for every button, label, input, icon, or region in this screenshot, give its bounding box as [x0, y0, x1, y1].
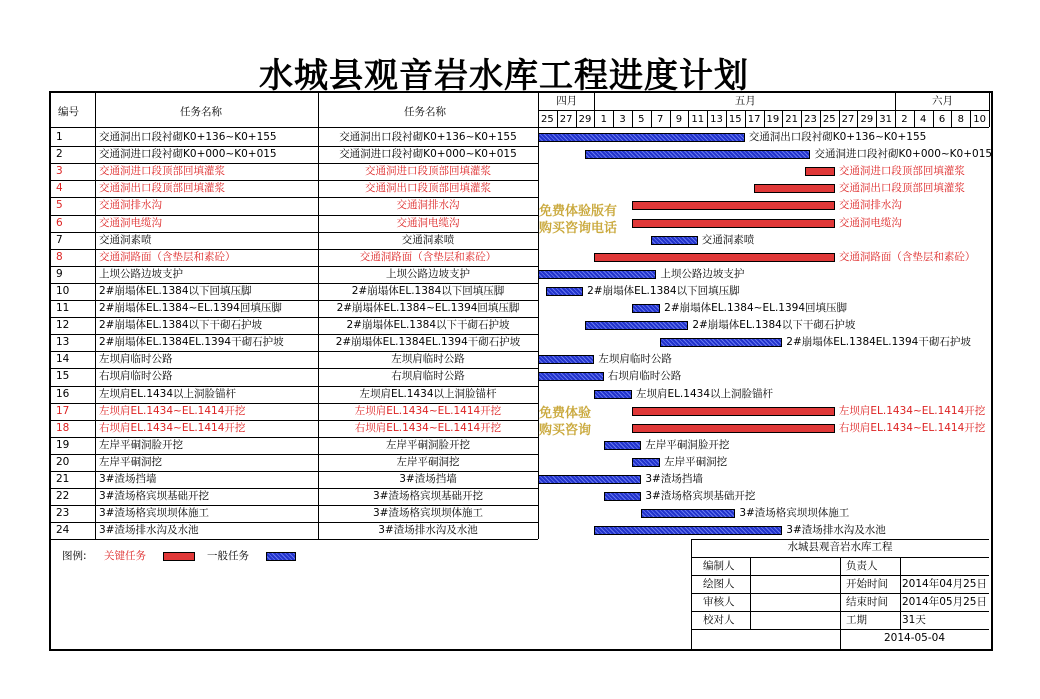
page-title: 水城县观音岩水库工程进度计划 [259, 56, 749, 96]
task-name-centered: 交通洞进口段衬砌K0+000~K0+015 [339, 148, 517, 161]
task-bar[interactable] [538, 475, 641, 484]
month-label: 六月 [932, 95, 954, 107]
info-cell-label: 绘图人 [703, 578, 735, 590]
day-label: 15 [728, 114, 742, 125]
day-label: 23 [804, 114, 817, 125]
task-bar[interactable] [538, 133, 745, 142]
task-bar-label: 左坝肩EL.1434~EL.1414开挖 [838, 404, 986, 417]
task-no: 5 [56, 199, 63, 212]
task-name-centered: 3#渣场排水沟及水池 [378, 524, 478, 537]
task-name-centered: 交通洞路面（含垫层和素砼） [359, 250, 497, 263]
task-bar-label: 交通洞出口段衬砌K0+136~K0+155 [748, 131, 927, 143]
day-label: 13 [710, 114, 723, 125]
task-name-centered: 3#渣场格宾坝基础开挖 [373, 490, 483, 503]
task-name: 右坝肩EL.1434~EL.1414开挖 [99, 421, 246, 434]
task-name: 交通洞进口段顶部回填灌浆 [99, 165, 225, 178]
task-name: 交通洞电缆沟 [99, 216, 162, 229]
task-no: 15 [56, 370, 70, 383]
task-bar-label: 右坝肩EL.1434~EL.1414开挖 [838, 421, 986, 434]
task-bar-label: 交通洞进口段衬砌K0+000~K0+015 [814, 148, 993, 161]
header-task-name-1: 任务名称 [180, 106, 222, 118]
task-no: 19 [56, 438, 70, 451]
task-no: 12 [56, 319, 70, 332]
day-label: 21 [785, 114, 799, 125]
task-no: 20 [56, 455, 70, 468]
task-name-centered: 交通洞排水沟 [396, 199, 460, 212]
task-name-centered: 交通洞出口段衬砌K0+136~K0+155 [339, 131, 517, 143]
info-cell-label: 工期 [846, 614, 867, 626]
task-no: 1 [56, 131, 63, 143]
watermark: 免费体验 [539, 406, 592, 421]
task-bar[interactable] [585, 150, 811, 159]
legend-critical-label: 关键任务 [104, 550, 146, 562]
task-name-centered: 左坝肩EL.1434以上洞脸锚杆 [359, 387, 497, 400]
task-name: 交通洞进口段衬砌K0+000~K0+015 [99, 148, 277, 161]
day-label: 9 [675, 114, 683, 125]
task-bar-label: 2#崩塌体EL.1384EL.1394干砌石护坡 [786, 336, 971, 349]
month-divider [895, 93, 896, 110]
task-bar[interactable] [641, 509, 735, 518]
task-bar-label: 右坝肩临时公路 [607, 370, 682, 383]
task-bar[interactable] [632, 424, 835, 433]
header-col-divider [538, 93, 539, 539]
task-name: 上坝公路边坡支护 [99, 267, 183, 280]
task-bar-label: 3#渣场挡墙 [645, 473, 703, 485]
info-cell-value: 31天 [902, 614, 926, 626]
task-name-centered: 交通洞电缆沟 [396, 216, 460, 229]
task-no: 24 [56, 524, 70, 537]
task-name: 3#渣场格宾坝坝体施工 [99, 507, 209, 520]
task-bar-label: 左坝肩EL.1434以上洞脸锚杆 [635, 387, 773, 400]
task-bar[interactable] [585, 321, 688, 330]
task-bar-label: 交通洞素喷 [701, 233, 755, 246]
task-name: 左坝肩临时公路 [99, 353, 173, 366]
task-no: 2 [56, 148, 63, 161]
task-name: 左坝肩EL.1434以上洞脸锚杆 [99, 387, 237, 400]
task-bar[interactable] [538, 372, 604, 381]
task-name: 右坝肩临时公路 [99, 370, 173, 383]
task-bar-label: 3#渣场排水沟及水池 [786, 524, 886, 537]
task-no: 13 [56, 336, 70, 349]
task-name: 交通洞路面（含垫层和素砼） [99, 250, 236, 263]
month-label: 四月 [556, 95, 578, 107]
task-no: 16 [56, 387, 70, 400]
task-name: 左坝肩EL.1434~EL.1414开挖 [99, 404, 246, 417]
task-name: 交通洞排水沟 [99, 199, 162, 212]
task-name: 2#崩塌体EL.1384以下回填压脚 [99, 284, 252, 297]
day-label: 31 [879, 114, 892, 125]
watermark: 免费体验版有 [539, 204, 618, 219]
task-bar[interactable] [632, 458, 660, 467]
day-label: 5 [638, 114, 645, 125]
task-bar[interactable] [660, 338, 782, 347]
task-no: 23 [56, 507, 70, 520]
task-no: 3 [56, 165, 63, 178]
info-cell-label: 开始时间 [846, 578, 888, 590]
legend-critical-swatch [163, 552, 195, 561]
task-bar-label: 交通洞排水沟 [838, 199, 902, 212]
month-divider [594, 93, 595, 110]
task-name-centered: 2#崩塌体EL.1384以下干砌石护坡 [346, 319, 510, 332]
info-cell-value: 2014年04月25日 [902, 578, 987, 590]
day-label: 3 [619, 114, 626, 125]
task-name-centered: 左岸平硐洞脸开挖 [386, 438, 470, 451]
task-bar[interactable] [604, 492, 642, 501]
task-bar-label: 2#崩塌体EL.1384~EL.1394回填压脚 [664, 302, 848, 314]
info-cell-label: 审核人 [703, 596, 735, 608]
legend-label: 图例: [62, 550, 87, 562]
day-label: 29 [578, 114, 592, 125]
day-label: 11 [691, 114, 705, 125]
info-date: 2014-05-04 [883, 632, 946, 644]
info-cell-label: 负责人 [846, 560, 878, 572]
task-no: 11 [56, 302, 70, 314]
task-no: 14 [56, 353, 70, 366]
task-name-centered: 左岸平硐洞挖 [396, 455, 460, 468]
task-no: 22 [56, 490, 70, 503]
task-name-centered: 交通洞进口段顶部回填灌浆 [365, 165, 491, 178]
day-label: 25 [541, 114, 554, 125]
task-name: 左岸平硐洞脸开挖 [99, 438, 183, 451]
task-name-centered: 交通洞素喷 [401, 233, 455, 246]
task-name: 交通洞素喷 [99, 233, 152, 246]
task-no: 4 [56, 182, 63, 195]
task-name-centered: 2#崩塌体EL.1384~EL.1394回填压脚 [336, 302, 520, 314]
task-name-centered: 右坝肩临时公路 [391, 370, 465, 383]
task-no: 18 [56, 421, 70, 434]
day-label: 2 [901, 114, 908, 125]
task-bar-label: 左岸平硐洞脸开挖 [645, 438, 730, 451]
day-label: 6 [938, 114, 946, 125]
watermark: 购买咨询电话 [539, 221, 618, 236]
task-bar-label: 交通洞路面（含垫层和素砼） [838, 250, 976, 263]
task-name-centered: 2#崩塌体EL.1384以下回填压脚 [351, 284, 505, 297]
task-name-centered: 左坝肩临时公路 [391, 353, 465, 366]
day-label: 27 [559, 114, 573, 125]
day-label: 29 [860, 114, 874, 125]
header-no: 编号 [58, 106, 79, 118]
day-label: 17 [747, 114, 761, 125]
day-label: 27 [841, 114, 855, 125]
info-cell-label: 编制人 [703, 560, 735, 572]
task-bar-label: 左坝肩临时公路 [598, 353, 672, 366]
day-label: 25 [822, 114, 836, 125]
task-no: 9 [56, 267, 63, 280]
month-label: 五月 [734, 95, 756, 107]
task-no: 17 [56, 404, 70, 417]
task-name: 3#渣场格宾坝基础开挖 [99, 490, 209, 503]
task-no: 21 [56, 473, 70, 485]
task-bar[interactable] [805, 167, 835, 176]
task-name: 3#渣场挡墙 [99, 473, 157, 485]
task-name-centered: 3#渣场挡墙 [399, 473, 457, 485]
task-bar-label: 3#渣场格宾坝基础开挖 [645, 490, 756, 503]
task-bar-label: 交通洞电缆沟 [838, 216, 902, 229]
info-col-line [750, 557, 751, 629]
task-bar-label: 交通洞出口段顶部回填灌浆 [838, 182, 965, 195]
task-bar[interactable] [651, 236, 698, 245]
day-label: 8 [957, 114, 964, 125]
task-bar[interactable] [594, 526, 782, 535]
task-bar[interactable] [594, 390, 632, 399]
day-label: 1 [600, 114, 607, 125]
legend-normal-swatch [266, 552, 296, 561]
task-bar-label: 2#崩塌体EL.1384以下回填压脚 [587, 284, 740, 297]
task-bar[interactable] [604, 441, 642, 450]
watermark: 购买咨询 [539, 423, 592, 438]
task-bar-label: 左岸平硐洞挖 [664, 455, 728, 468]
task-bar[interactable] [538, 270, 656, 279]
task-name: 3#渣场排水沟及水池 [99, 524, 199, 537]
task-no: 10 [56, 284, 70, 297]
day-label: 19 [766, 114, 780, 125]
chart-right-line [989, 93, 990, 127]
task-name-centered: 3#渣场格宾坝坝体施工 [373, 507, 483, 520]
day-label: 10 [973, 114, 986, 125]
task-bar[interactable] [632, 304, 660, 313]
task-bar-label: 3#渣场格宾坝坝体施工 [739, 507, 850, 520]
info-project: 水城县观音岩水库工程 [787, 541, 893, 553]
task-bar[interactable] [594, 253, 835, 262]
task-name-centered: 左坝肩EL.1434~EL.1414开挖 [354, 404, 502, 417]
task-name: 2#崩塌体EL.1384~EL.1394回填压脚 [99, 302, 282, 314]
task-bar-label: 上坝公路边坡支护 [660, 267, 745, 280]
task-bar-label: 2#崩塌体EL.1384以下干砌石护坡 [692, 319, 856, 332]
info-cell-value: 2014年05月25日 [902, 596, 987, 608]
task-bar[interactable] [632, 407, 835, 416]
task-name-centered: 2#崩塌体EL.1384EL.1394干砌石护坡 [335, 336, 521, 349]
task-no: 7 [56, 233, 63, 246]
task-bar[interactable] [546, 287, 584, 296]
legend-normal-label: 一般任务 [207, 550, 249, 562]
task-name: 交通洞出口段顶部回填灌浆 [99, 182, 225, 195]
task-no: 6 [56, 216, 63, 229]
task-bar-label: 交通洞进口段顶部回填灌浆 [838, 165, 965, 178]
task-bar[interactable] [754, 184, 835, 193]
task-name-centered: 上坝公路边坡支护 [386, 267, 470, 280]
task-name: 2#崩塌体EL.1384EL.1394干砌石护坡 [99, 336, 284, 349]
task-name: 2#崩塌体EL.1384以下干砌石护坡 [99, 319, 263, 332]
task-bar[interactable] [632, 219, 835, 228]
info-cell-label: 校对人 [703, 614, 735, 626]
task-name: 左岸平硐洞挖 [99, 455, 162, 468]
day-label: 4 [920, 114, 927, 125]
info-col-line [900, 557, 901, 629]
info-cell-label: 结束时间 [846, 596, 888, 608]
task-bar[interactable] [632, 201, 835, 210]
task-name: 交通洞出口段衬砌K0+136~K0+155 [99, 131, 277, 143]
task-name-centered: 交通洞出口段顶部回填灌浆 [365, 182, 491, 195]
day-label: 7 [656, 114, 664, 125]
table-row-line [51, 539, 538, 540]
task-name-centered: 右坝肩EL.1434~EL.1414开挖 [354, 421, 502, 434]
header-task-name-2: 任务名称 [404, 106, 446, 118]
task-bar[interactable] [538, 355, 594, 364]
task-no: 8 [56, 250, 63, 263]
info-col-line [840, 557, 841, 629]
